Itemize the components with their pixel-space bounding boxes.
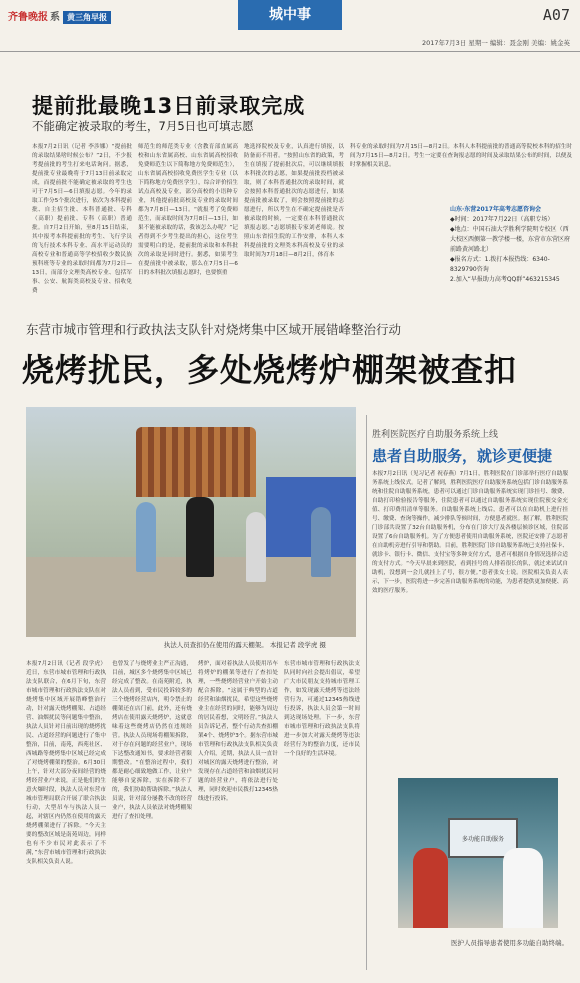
story2-col-3: 烤炉，面对着执法人员使用吊车将烤炉的棚架等进行了查扣处理，一些烧烤经营业户开始主动配合拆除。“这属于典型的占道经营和油烟扰民，希望这些烧烤业主在经营的同时，能够为周边的居民着想，文明经营。”执法人员告诉记者，整个行动共查扣棚架4个、烧烤炉3个。据东营市城市管理和行政执法支队相关负责人介绍，近期，执法人员一直针对城区的露天烧烤进行整治，对发现存在占道经营和油烟扰民问题的经营业户，将依法进行处理，同时欢迎市民拨打12345热线进行投诉。 xyxy=(198,661,278,802)
masthead xyxy=(0,0,580,30)
story3-body: 本报7月2日讯（见习记者 祝春燕）7月1日，胜利医院在门诊部举行医疗自助服务系统上线仪式。记者了解到，胜利医院医疗自助服务系统包括门诊自助服务系统和住院自助服务系统，患者可以通过门诊自助服务系统实现门诊挂号、缴费、自助打印检验报告等服务，住院患者可以通过自助服务系统实现住院预交金充值、打印费用清单等服务。自助服务系统上线后，患者可以在自助机上进行挂号、缴费、查询等操作，减少排队等候时间，方便患者就医。据了解，胜利医院门诊部共设置了32台自助服务机，分布在门诊大厅及各楼层候诊区域，住院部设置了6台自助服务机。为了方便患者使用自助服务系统，医院还安排了志愿者在自助机旁进行引导和帮助。目前，胜利医院门诊自助服务系统已支持社保卡、就诊卡、银行卡、微信、支付宝等多种支付方式，患者可根据自身情况选择合适的支付方式。“今天早晨来到医院，看到挂号的人排着很长的队，就过来试试自助机，没想到一会儿就挂上了号，很方便。”患者张女士说。医院相关负责人表示，下一步，医院将进一步完善自助服务系统的功能，为患者提供更加便捷、高效的医疗服务。 xyxy=(372,471,568,594)
kiosk-photo xyxy=(398,778,558,928)
photo-nurse xyxy=(503,848,543,928)
story2-col-1: 本报7月2日讯（记者 段学虎）近日，东营市城市管理和行政执法支队联合，在6月下旬，东营市城市管理和行政执法支队在对烧烤集中区域开展错峰整治行动，针对露天烧烤棚架、占道经营、油烟扰民等问题集中整治，执法人员针对日前出现的烧烤扰民、占道经营的问题进行了集中整治，目前，南苑，西苑社区、西城路等烧烤集中区域已经完成了对烧烤棚架的整治。6月30日上午，针对大部分夜间经营的烧烤经营业户来说，正是他们的生意火爆时段，执法人员对东营市城市管理局联合开展了联合执法行动，大型吊车与执法人员一起，对辖区内仍然在使用的露天烧烤棚架进行了拆除。“今天主要的整改区域是南苑周边，同样也有不少市民对此表示了不满，”东营市城市管理和行政执法支队相关负责人说。 xyxy=(26,661,106,865)
story2-photo-caption: 执法人员查扣仍在使用的露天棚架。 本报记者 段学虎 摄 xyxy=(163,641,326,649)
info-line: ◆报名方式：1.拨打本报热线：6340-8329790咨询 xyxy=(450,256,550,273)
story3-photo-caption: 医护人员指导患者使用多功能自助终端。 xyxy=(451,939,568,947)
info-line: ◆地点：中国石油大学胜利学院明专校区（西大校区西侧第一教学楼一楼，东营市东营区府前路黄河路北） xyxy=(450,226,571,253)
story2-title: 烧烤扰民，多处烧烤炉棚架被查扣 xyxy=(22,351,518,389)
photo-person xyxy=(246,512,266,582)
story1-title: 提前批最晚13日前录取完成 xyxy=(32,94,306,118)
photo-tent xyxy=(136,427,256,497)
photo-person xyxy=(311,507,331,577)
story1-col-3: 地选择院校及专业，认真进行填报，以防备而不用者。“按照山东省的政策，考生在填报了提前批次后，可以继续填报本科批次的志愿，如果提前批投档被录取，则了本科普通批次的录取时间，就会按照本科普通批次的志愿进行，如果提前批被录取了，则会按照提前批的志愿进行，所以考生在不确定提前批是否被录取的时候，一定要在本科普通批次填报志愿。”志愿填报专家刘老师说。按照山东省招生院的工作安排，本科人本科提前批的文理类本科高校及专业的录取时间为7月18日—8月2日，体育本 xyxy=(244,144,344,258)
kiosk-screen: 多功能自助服务 xyxy=(448,818,518,858)
story3-title: 患者自助服务，就诊更便捷 xyxy=(372,447,553,465)
page-number: A07 xyxy=(542,6,570,24)
dateline: 2017年7月3日 星期一 编辑：聂金刚 美编：姚金英 xyxy=(0,38,580,52)
story3-kicker: 胜利医院医疗自助服务系统上线 xyxy=(372,430,499,440)
info-box xyxy=(450,205,572,310)
story1-col-1: 本报7月2日讯（记者 李涉娜）“提前批的录取结果啥时候公布？”2日，不少报考提前批的考生打来电话询问。据悉，提前批专业最晚将于7月13日前录取完成，而提前批不能确定被录取的考生也可于7月5日—6日填报志愿。今年的录取工作分5个批次进行，依次为本科提前批、自主招生批、本科普通批、专科（高职）提前批、专科（高职）普通批。自7月2日开始，至8月15日结束，其中报考本科提前批的考生、飞行学员的飞行技术本科专业、高水平运动员的高校专业和普通高等学校招收少数民族预科班等专业的录取时间都为7月2日—13日，而部分文理类高校专业、包括军事、公安、航海类高校及专业、招收免费 xyxy=(32,144,132,294)
photo-person xyxy=(136,502,156,572)
story2-col-2: 也曾发了与烧烤业主严正沟通，目前，城区多个烧烤集中区域已经完成了整改。在南苑附近，执法人员看到，受市民投诉较多的三个烧烤经营店内，明令禁止的棚架还在店门前，此外，还有烧烤店在使用露天烧烤炉，这就意味着这些烧烤店仍然在违规经营。执法人员现场将棚架拆除，对于存在问题的经营业户，现场下达整改通知书，要求经营者限期整改。“在整治过程中，我们都是耐心细致地做工作，让业户能够自觉拆除，实在拆除不了的，我们协助帮助拆除。”执法人员说，针对部分屡教不改的经营业户，执法人员依法对烧烤棚架进行了查扣处理。 xyxy=(112,661,192,820)
story1-col-2: 师范生的师范类专业（含教育部直属高校和山东省属高校、山东省属高校招收免费师范生以下简称地方免费师范生），山东省属高校招收免费医学生专业（以下简称地方免费医学生），综合评价招生试点高校及专业，部分高校的小语种专业，其他提前批高校及专业的录取时间都为7月8日—13日。“就报考了免费师范生，而录取时间为7月8日—13日，如果不能被录取的话，我该怎么办呢？”记者得到不少考生提出的担心，这位考生需要明白的是，提前批的录取和本科批次的录取是同时进行。据悉，如果考生在提前批中被录取，那么在7月5日—6日的本科批次填报志愿时，也要慎重 xyxy=(138,144,238,276)
brand-tag: 黄三角早报 xyxy=(63,11,111,24)
column-divider xyxy=(366,415,367,970)
story1-subtitle: 不能确定被录取的考生，7月5日也可填志愿 xyxy=(32,119,254,133)
brand-logo xyxy=(8,8,111,24)
info-line: 2.加入“早报助力高考QQ群”463215345 xyxy=(450,276,560,283)
story2-kicker: 东营市城市管理和行政执法支队针对烧烤集中区域开展错峰整治行动 xyxy=(26,322,402,337)
info-line: ◆时间：2017年7月22日（高职专场） xyxy=(450,216,554,223)
info-box-head: 山东·东营2017年高考志愿咨询会 xyxy=(450,206,541,213)
brand-name: 齐鲁晚报 xyxy=(8,12,48,23)
story1-col-4: 科专业的录取时间为7月15日—8月2日。本科人本科提前批的普通高等院校本科的招生时间为7月15日—8月2日。考生一定要在查询报志愿的时间及录取结果公布的时间，以便及时掌握相关讯息。 xyxy=(350,144,572,168)
story2-col-4: 东营市城市管理和行政执法支队同时向社会提出倡议，希望广大市民朋友支持城市管理工作，如发现露天烧烤等违法经营行为，可通过12345热线进行投诉，执法人员会第一时间到达现场处理。下一步，东营市城市管理和行政执法支队将进一步加大对露天烧烤等违法经营行为的整治力度，还市民一个良好的生活环境。 xyxy=(284,661,360,757)
photo-person xyxy=(186,497,214,577)
section-tab: 城中事 xyxy=(238,0,342,30)
photo-patient xyxy=(413,848,448,928)
brand-sub: 系 xyxy=(50,12,60,23)
bbq-photo xyxy=(26,407,356,637)
